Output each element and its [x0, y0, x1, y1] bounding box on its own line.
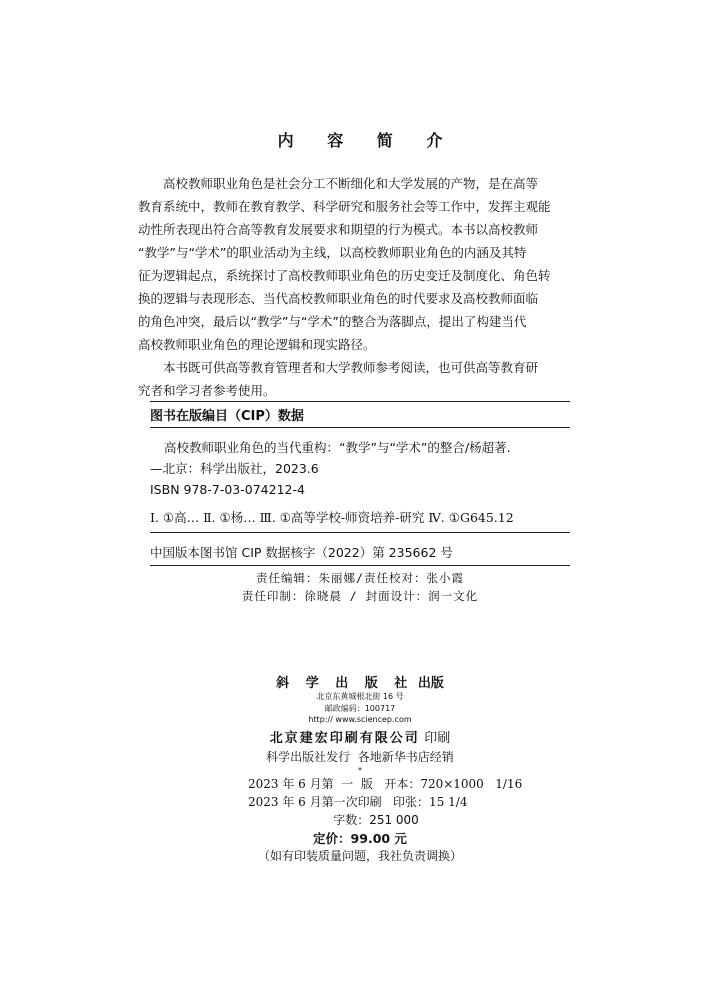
publisher-name: [0, 672, 720, 691]
publisher-name-text: 斜 学 出 版 社: [276, 676, 414, 691]
intro-paragraph-1: [138, 172, 590, 356]
cip-heading: 图书在版编目（CIP）数据: [150, 409, 304, 424]
cip-entry: [150, 437, 580, 500]
cip-record-number: 中国版本图书馆 CIP 数据核字（2022）第 235662 号: [150, 545, 453, 560]
page-title: 内 容 简 介: [277, 131, 457, 150]
quality-note: （如有印装质量问题，我社负责调换）: [257, 849, 462, 863]
publisher-website: http:// www.sciencep.com: [308, 715, 412, 724]
staff-line-1: 责任编辑：朱丽娜/责任校对：张小霞: [256, 571, 464, 585]
price: 定价：99.00 元: [313, 831, 407, 846]
cip-top-rule: [150, 401, 570, 402]
cip-publisher-line: —北京：科学出版社，2023.6: [150, 461, 319, 476]
intro-line: 高校教师职业角色的理论逻辑和现实路径。: [138, 337, 376, 352]
cip-middle-rule: [150, 532, 570, 533]
intro-line: 换的逻辑与表现形态、当代高校教师职业角色的时代要求及高校教师面临: [138, 291, 539, 306]
intro-line: “教学”与“学术”的职业活动为主线，以高校教师职业角色的内涵及其特: [138, 245, 527, 260]
edition-line: 2023 年 6 月第 一 版 开本：720×1000 1/16: [248, 777, 523, 791]
distribution-line: 科学出版社发行 各地新华书店经销: [266, 750, 454, 764]
separator-star: *: [358, 766, 362, 775]
cip-heading-rule: [150, 427, 570, 428]
intro-text: [138, 172, 590, 402]
printer-name: 北京建宏印刷有限公司: [269, 731, 420, 746]
intro-line: 动性所表现出符合高等教育发展要求和期望的行为模式。本书以高校教师: [138, 222, 539, 237]
publisher-suffix: 出版: [417, 676, 444, 691]
cip-classification: Ⅰ. ①高… Ⅱ. ①杨… Ⅲ. ①高等学校-师资培养-研究 Ⅳ. ①G645.12: [150, 510, 514, 525]
publisher-postcode: 邮政编码：100717: [324, 704, 396, 713]
intro-line: 究者和学习者参考使用。: [138, 383, 276, 398]
intro-line: 征为逻辑起点，系统探讨了高校教师职业角色的历史变迁及制度化、角色转: [138, 268, 551, 283]
intro-line: 高校教师职业角色是社会分工不断细化和大学发展的产物，是在高等: [163, 176, 539, 191]
printer-line: [0, 727, 720, 746]
cip-title-line: 高校教师职业角色的当代重构：“教学”与“学术”的整合/杨超著.: [164, 440, 511, 455]
printer-suffix: 印刷: [424, 731, 451, 746]
intro-line: 教育系统中，教师在教育教学、科学研究和服务社会等工作中，发挥主观能: [138, 199, 551, 214]
staff-line-2: 责任印制：徐晓晨 / 封面设计：润一文化: [241, 589, 479, 603]
cip-isbn: ISBN 978-7-03-074212-4: [150, 482, 305, 497]
publisher-address: 北京东黄城根北街 16 号: [316, 692, 404, 701]
word-count: 字数：251 000: [333, 813, 419, 827]
cip-bottom-rule: [150, 565, 570, 566]
intro-line: 本书既可供高等教育管理者和大学教师参考阅读，也可供高等教育研: [163, 360, 539, 375]
intro-paragraph-2: [138, 356, 590, 402]
printing-line: 2023 年 6 月第一次印刷 印张：15 1/4: [248, 795, 468, 809]
intro-line: 的角色冲突，最后以“教学”与“学术”的整合为落脚点，提出了构建当代: [138, 314, 527, 329]
